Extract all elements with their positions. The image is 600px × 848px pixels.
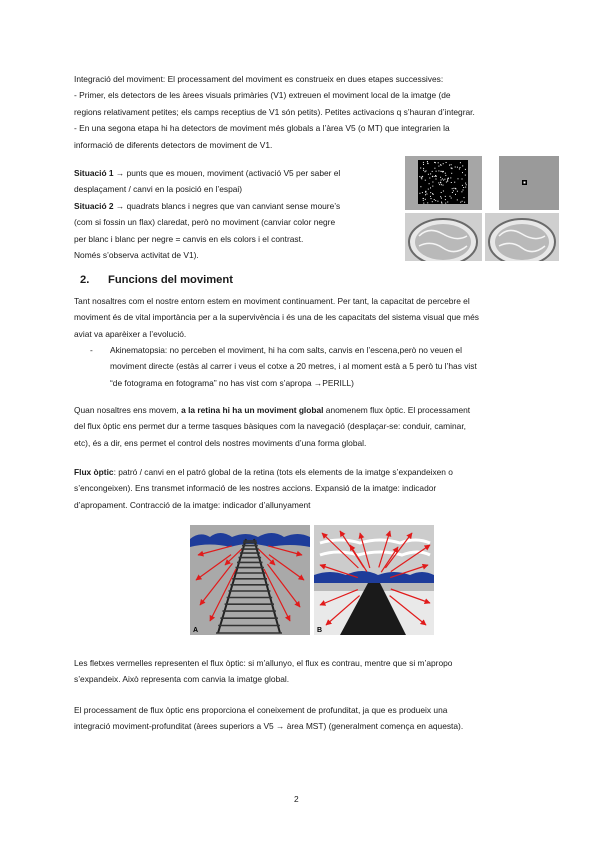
- text-line: etc), és a dir, ens permet el control dels nostres moviments d’una forma global.: [74, 437, 367, 448]
- bullet-dash: -: [90, 345, 93, 355]
- text-line: Situació 2 → quadrats blancs i negres que van canviant sense moure’s: [74, 200, 341, 211]
- text-line: Situació 1 → punts que es mouen, moviment (activació V5 per saber el: [74, 168, 341, 178]
- paragraph-motion-integration: [74, 71, 544, 153]
- text-line: Integració del moviment: El processament del moviment es construeix en dues etapes successives:: [74, 74, 444, 84]
- text-line: s’expandeix. Això representa com canvia la imatge global.: [74, 674, 290, 685]
- text-line: s’encongeixen). Ens transmet informació de les nostres accions. Expansió de la imatge: indicador: [74, 483, 437, 494]
- text-line: “de fotograma en fotograma” no has vist com s’apropa →PERILL): [110, 377, 354, 388]
- paragraph-red-arrows: [74, 655, 544, 688]
- paragraph-motion-functions: [74, 293, 544, 342]
- text-line: aviat va aparèixer a l’evolució.: [74, 328, 187, 339]
- paragraph-depth-processing: [74, 702, 544, 735]
- text-line: d’apropament. Contracció de la imatge: indicador d’allunyament: [74, 499, 311, 510]
- text-line: Les fletxes vermelles representen el flux òptic: si m’allunyo, el flux es contrau, mentre que si m’apropo: [74, 658, 453, 668]
- fixation-panel: [499, 156, 559, 210]
- text-line: Quan nosaltres ens movem, a la retina hi ha un moviment global anomenem flux òptic. El processament: [74, 405, 471, 415]
- text-line: - Primer, els detectors de les àrees visuals primàries (V1) extreuen el moviment local de la imatge (de: [74, 90, 451, 101]
- section-heading: 2. Funcions del moviment: [80, 274, 233, 286]
- text-line: (com si fossin un flax) claredat, però no moviment (canviar color negre: [74, 217, 336, 228]
- panel-b-label: B: [317, 627, 323, 634]
- text-line: del flux òptic ens permet dur a terme tasques bàsiques com la navegació (desplaçar-se: conduir, caminar,: [74, 421, 466, 432]
- text-line: Akinematopsia: no perceben el moviment, hi ha com salts, canvis en l’escena,però no veuen el: [110, 345, 462, 355]
- situation-2-label: Situació 2: [74, 200, 114, 211]
- text-line: Flux òptic: patró / canvi en el patró global de la retina (tots els elements de la imatge s’expandeixen o: [74, 467, 453, 477]
- figure-optic-flow: [190, 525, 434, 635]
- text-line: Només s’observa activitat de V1).: [74, 250, 199, 261]
- text-line: moviment directe (estàs al carrer i veus el cotxe a 20 metres, i al moment està a 5 però tu l’has vist: [110, 361, 477, 372]
- text-line: informació de diferents detectors de moviment de V1.: [74, 139, 273, 150]
- page-number: 2: [294, 794, 299, 804]
- text-line: - En una segona etapa hi ha detectors de moviment més globals a l’àrea V5 (o MT) que integrarien la: [74, 123, 450, 134]
- text-line: El processament de flux òptic ens proporciona el coneixement de profunditat, ja que es produeix una: [74, 705, 448, 715]
- paragraph-optic-flow-intro: [74, 402, 544, 451]
- text-line: desplaçament / canvi en la posició en l’espai): [74, 184, 243, 195]
- panel-a-label: A: [193, 627, 199, 634]
- figure-motion-stimuli: [405, 156, 559, 261]
- text-line: regions relativament petites; els camps receptius de V1 són petits). Petites activacions q s’hauran d’integrar.: [74, 106, 475, 117]
- situation-1-label: Situació 1: [74, 168, 114, 178]
- text-line: per blanc i blanc per negre = canvis en els colors i el contrast.: [74, 233, 304, 244]
- text-line: Tant nosaltres com el nostre entorn estem en moviment continuament. Per tant, la capacitat de percebre el: [74, 296, 470, 306]
- text-line: integració moviment-profunditat (àrees superiors a V5 → àrea MST) (generalment comença en aquesta).: [74, 721, 464, 732]
- paragraph-optic-flow-definition: [74, 464, 544, 513]
- paragraph-situations: [74, 165, 399, 263]
- text-line: moviment és de vital importància per a la supervivència i és una de les capacitats del sistema visual que més: [74, 312, 479, 323]
